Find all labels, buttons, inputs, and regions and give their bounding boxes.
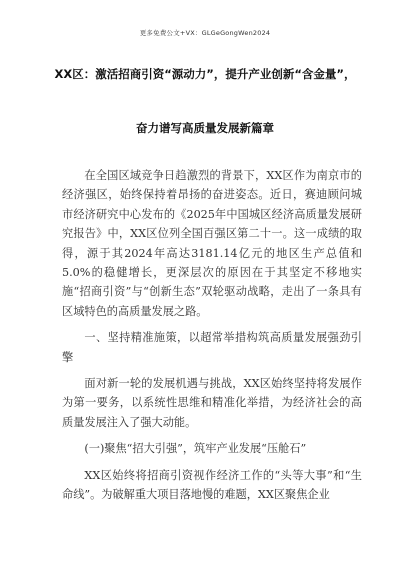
subsection-heading-1: (一)聚焦“招大引强”，筑牢产业发展“压舱石”: [84, 442, 307, 456]
document-title-line-2: 奋力谱写高质量发展新篇章: [136, 121, 274, 135]
document-title-line-1: XX区：激活招商引资“源动力”，提升产业创新“含金量”，: [54, 67, 356, 81]
paragraph-subsection-1: XX区始终将招商引资视作经济工作的“头等大事”和“生命线”。为破解重大项目落地慢的难题，XX区聚焦企业: [62, 468, 362, 502]
section-heading-1: 一、坚持精准施策，以超常举措构筑高质量发展强劲引擎: [62, 331, 362, 364]
paragraph-intro: 在全国区域竞争日趋激烈的背景下，XX区作为南京市的经济强区，始终保持着昂扬的奋进姿态。近日，赛迪顾问城市经济研究中心发布的《2025年中国城区经济高质量发展研究报告》中，XX区位列全国百强区第二十一。这一成绩的取得，源于其2024年高达3181.14亿元的地区生产总值和5.0%的稳健增长，更深层次的原因在于其坚定不移地实施“招商引资”与“创新生态”双轮驱动战略，走出了一条具有区域特色的高质量发展之路。: [62, 169, 362, 318]
document-body: [62, 166, 362, 505]
header-note: 更多免费公文+VX：GLGeGongWen2024: [139, 29, 271, 37]
paragraph-section-1: 面对新一轮的发展机遇与挑战，XX区始终坚持将发展作为第一要务，以系统性思维和精准化举措，为经济社会的高质量发展注入了强大动能。: [62, 377, 362, 429]
